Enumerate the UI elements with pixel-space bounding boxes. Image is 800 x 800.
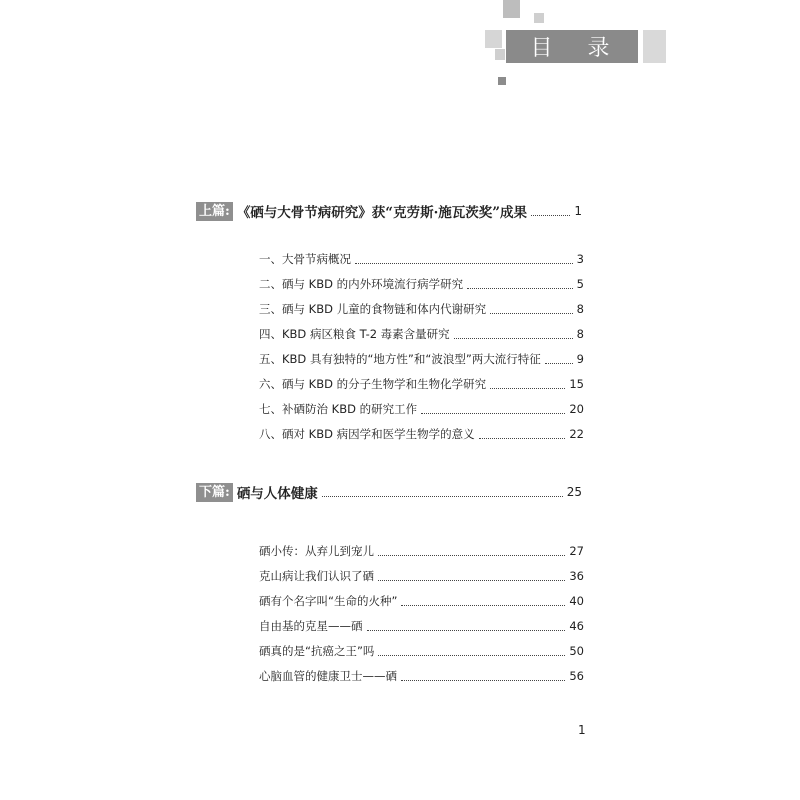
toc-entry-text: 硒小传：从弃儿到宠儿 (259, 544, 374, 558)
toc-entry-page: 50 (569, 644, 584, 658)
toc-entry-text: 克山病让我们认识了硒 (259, 569, 374, 583)
toc-entry-text: 硒有个名字叫“生命的火种” (259, 594, 398, 608)
toc-entry-page: 5 (576, 277, 584, 291)
dot-leader (467, 288, 573, 289)
dot-leader (531, 215, 570, 216)
toc-entry[interactable] (259, 300, 584, 318)
part-lower-label: 下篇: (196, 483, 233, 502)
dot-leader (545, 363, 573, 364)
page-number: 1 (578, 723, 586, 737)
toc-entry[interactable] (259, 542, 584, 560)
contents-title: 目 录 (506, 30, 638, 63)
toc-entry-page: 15 (569, 377, 584, 391)
toc-entry-page: 27 (569, 544, 584, 558)
toc-entry[interactable] (259, 617, 584, 635)
decor-square (495, 49, 505, 60)
decor-square (498, 77, 506, 85)
toc-entry-page: 20 (569, 402, 584, 416)
toc-entry-text: 三、硒与 KBD 儿童的食物链和体内代谢研究 (259, 302, 487, 316)
dot-leader (490, 313, 573, 314)
decor-square (643, 30, 666, 63)
part-upper-label: 上篇: (196, 202, 233, 221)
part-upper-title: 《硒与大骨节病研究》获“克劳斯·施瓦茨奖”成果 (236, 205, 528, 221)
toc-entry[interactable] (259, 642, 584, 660)
toc-entry-text: 五、KBD 具有独特的“地方性”和“波浪型”两大流行特征 (259, 352, 541, 366)
decor-square (503, 0, 520, 18)
toc-entry[interactable] (259, 400, 584, 418)
toc-entry-text: 四、KBD 病区粮食 T-2 毒素含量研究 (259, 327, 450, 341)
dot-leader (490, 388, 565, 389)
dot-leader (401, 605, 565, 606)
decor-square (534, 13, 544, 23)
dot-leader (401, 680, 565, 681)
part-lower-heading[interactable] (196, 482, 582, 502)
dot-leader (322, 496, 563, 497)
toc-entry[interactable] (259, 567, 584, 585)
part-lower-page: 25 (566, 485, 582, 499)
toc-entry-page: 22 (569, 427, 584, 441)
toc-entry-text: 八、硒对 KBD 病因学和医学生物学的意义 (259, 427, 475, 441)
toc-entry[interactable] (259, 667, 584, 685)
toc-entry-text: 六、硒与 KBD 的分子生物学和生物化学研究 (259, 377, 487, 391)
dot-leader (378, 555, 565, 556)
toc-entry[interactable] (259, 250, 584, 268)
toc-entry-page: 36 (569, 569, 584, 583)
toc-entry[interactable] (259, 592, 584, 610)
toc-entry-page: 8 (576, 327, 584, 341)
toc-entry[interactable] (259, 425, 584, 443)
toc-entry[interactable] (259, 375, 584, 393)
toc-entry-page: 40 (569, 594, 584, 608)
toc-entry-text: 自由基的克星——硒 (259, 619, 363, 633)
dot-leader (421, 413, 565, 414)
toc-entry-text: 七、补硒防治 KBD 的研究工作 (259, 402, 418, 416)
dot-leader (454, 338, 573, 339)
toc-entry-text: 二、硒与 KBD 的内外环境流行病学研究 (259, 277, 464, 291)
part-upper-heading[interactable] (196, 201, 582, 221)
part-upper-page: 1 (574, 204, 582, 218)
dot-leader (378, 655, 565, 656)
toc-entry-page: 3 (576, 252, 584, 266)
toc-entry-page: 8 (576, 302, 584, 316)
dot-leader (378, 580, 565, 581)
toc-entry[interactable] (259, 325, 584, 343)
toc-entry-page: 56 (569, 669, 584, 683)
toc-entry-page: 9 (576, 352, 584, 366)
toc-entry[interactable] (259, 275, 584, 293)
dot-leader (367, 630, 566, 631)
toc-entry-text: 心脑血管的健康卫士——硒 (259, 669, 397, 683)
toc-entry-text: 硒真的是“抗癌之王”吗 (259, 644, 375, 658)
decor-square (485, 30, 502, 48)
toc-entry[interactable] (259, 350, 584, 368)
dot-leader (479, 438, 566, 439)
dot-leader (355, 263, 573, 264)
toc-entry-text: 一、大骨节病概况 (259, 252, 351, 266)
toc-entry-page: 46 (569, 619, 584, 633)
part-lower-title: 硒与人体健康 (236, 486, 318, 502)
